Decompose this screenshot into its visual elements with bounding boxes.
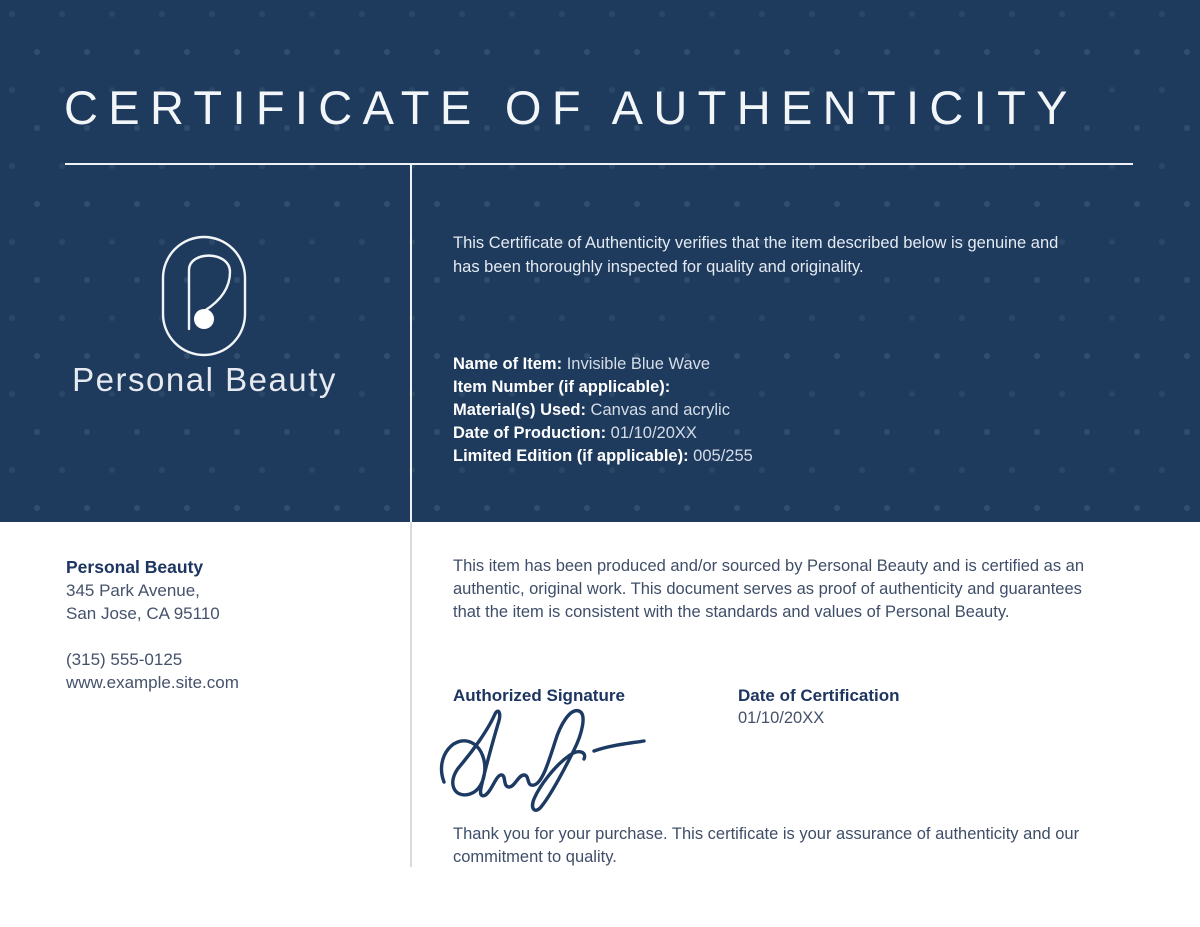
item-detail-row	[453, 376, 1113, 399]
spacer	[66, 625, 386, 648]
date-of-certification-label: Date of Certification	[738, 686, 900, 705]
certification-date-value: 01/10/20XX	[738, 709, 825, 727]
item-detail-label: Date of Production:	[453, 424, 611, 442]
authorized-signature-image	[438, 704, 653, 819]
item-detail-value: 01/10/20XX	[610, 424, 697, 442]
authenticity-statement: This item has been produced and/or sourced by Personal Beauty and is certified as an authentic, original work. This document serves as proof of authenticity and guarantees that the item is consistent with the standards and values of Personal Beauty.	[453, 557, 1085, 621]
item-detail-value: Canvas and acrylic	[590, 401, 730, 419]
issuer-contact-block	[66, 556, 386, 694]
item-detail-row	[453, 422, 1113, 445]
issuer-address-line1: 345 Park Avenue,	[66, 581, 200, 600]
issuer-phone: (315) 555-0125	[66, 650, 183, 669]
personal-beauty-logo-icon	[160, 234, 248, 363]
authorized-signature-label: Authorized Signature	[453, 686, 625, 705]
item-detail-value: Invisible Blue Wave	[566, 355, 711, 373]
item-detail-label: Item Number (if applicable):	[453, 378, 671, 396]
brand-wordmark: Personal Beauty	[72, 361, 337, 398]
item-detail-label: Material(s) Used:	[453, 401, 591, 419]
item-details-list	[453, 353, 1113, 468]
vertical-divider-light	[410, 522, 412, 867]
intro-paragraph: This Certificate of Authenticity verifies that the item described below is genuine and has been thoroughly inspected for quality and originality.	[453, 234, 1059, 276]
title-underline-rule	[65, 163, 1133, 165]
item-detail-label: Name of Item:	[453, 355, 567, 373]
certificate-title: CERTIFICATE OF AUTHENTICITY	[64, 81, 1078, 134]
thank-you-note: Thank you for your purchase. This certificate is your assurance of authenticity and our commitment to quality.	[453, 825, 1080, 866]
item-detail-row	[453, 445, 1113, 468]
issuer-name: Personal Beauty	[66, 557, 204, 577]
issuer-address-line2: San Jose, CA 95110	[66, 604, 220, 623]
issuer-website: www.example.site.com	[66, 673, 239, 692]
item-detail-value: 005/255	[693, 447, 753, 465]
item-detail-label: Limited Edition (if applicable):	[453, 447, 694, 465]
item-detail-row	[453, 399, 1113, 422]
item-detail-row	[453, 353, 1113, 376]
vertical-divider-dark	[410, 165, 412, 522]
